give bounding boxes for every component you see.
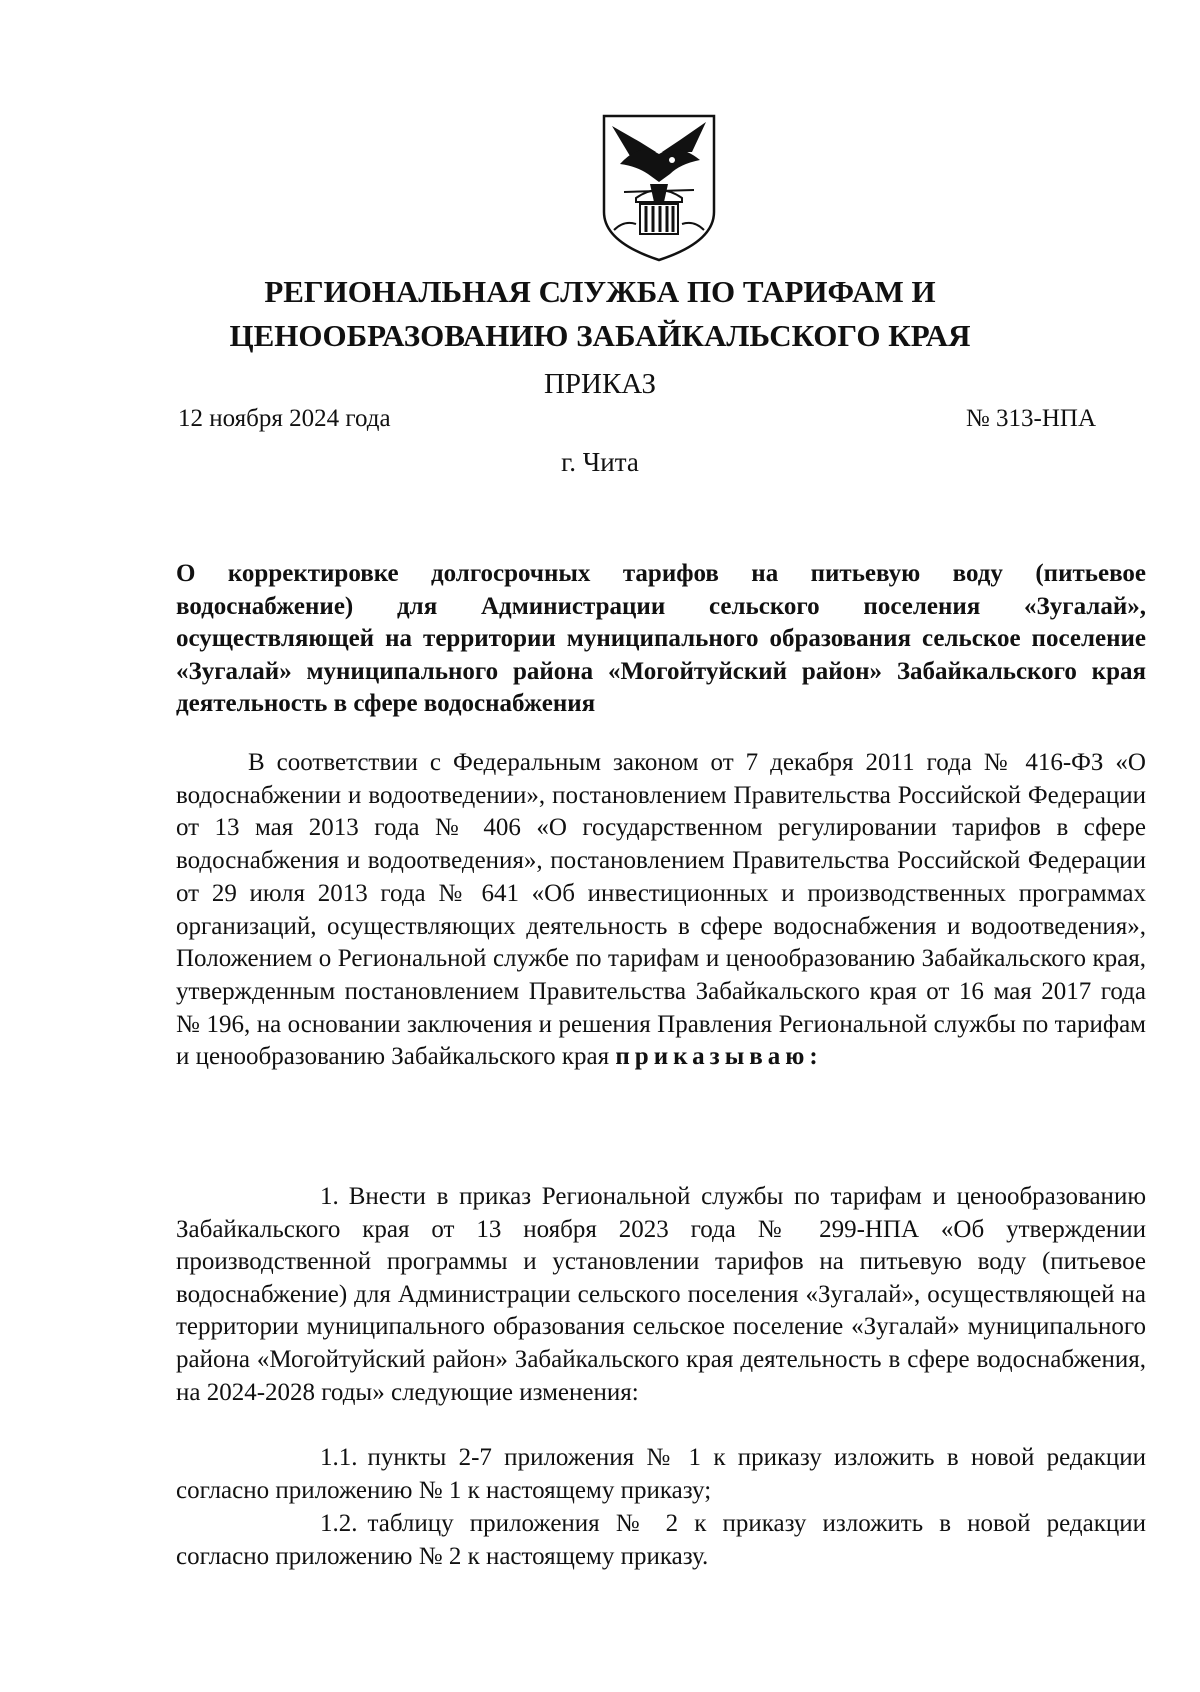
subitem-1-2-text: таблицу приложения № 2 к приказу изложить в новой редакции согласно приложению № 2 к настоящему приказу. [176,1510,1146,1570]
order-subitem-1-1 [176,1442,1146,1507]
organization-name-line-2: ЦЕНООБРАЗОВАНИЮ ЗАБАЙКАЛЬСКОГО КРАЯ [229,318,971,353]
document-number: № 313-НПА [965,405,1096,432]
document-type: ПРИКАЗ [543,368,657,400]
organization-name-line-1: РЕГИОНАЛЬНАЯ СЛУЖБА ПО ТАРИФАМ И [264,274,936,309]
preamble-text: В соответствии с Федеральным законом от 7 декабря 2011 года № 416-ФЗ «О водоснабжении и водоотведении», постановлением Правительства Российской Федерации от 13 мая 2013 года № 406 «О государственном регулировании тарифов в сфере водоснабжения и водоотведения», постановлением Правительства Российской Федерации от 29 июля 2013 года № 641 «Об инвестиционных и производственных программах организаций, осуществляющих деятельность в сфере водоснабжения и водоотведения», Положением о Региональной службе по тарифам и ценообразованию Забайкальского края, утвержденным постановлением Правительства Забайкальского края от 16 мая 2017 года № 196, на основании заключения и решения Правления Региональной службы по тарифам и ценообразованию Забайкальского края [176,749,1146,1071]
item-1-text: Внести в приказ Региональной службы по тарифам и ценообразованию Забайкальского края от 13 ноября 2023 года № 299-НПА «Об утверждении производственной программы и установлении тарифов на питьевую воду (питьевое водоснабжение) для Администрации сельского поселения «Зугалай», осуществляющей на территории муниципального образования сельское поселение «Зугалай» муниципального района «Могойтуйский район» Забайкальского края деятельность в сфере водоснабжения, на 2024-2028 годы» следующие изменения: [176,1183,1146,1406]
subitem-1-2-number: 1.2. [320,1510,358,1537]
document-heading: О корректировке долгосрочных тарифов на питьевую воду (питьевое водоснабжение) для Администрации сельского поселения «Зугалай», осуществляющей на территории муниципального образования сельское поселение «Зугалай» муниципального района «Могойтуйский район» Забайкальского края деятельность в сфере водоснабжения [176,560,1146,717]
coat-of-arms-icon [600,112,718,264]
item-1-number: 1. [320,1183,339,1210]
subitem-1-1-number: 1.1. [320,1444,358,1471]
order-item-1 [176,1181,1146,1409]
order-verb: приказываю: [615,1043,823,1071]
document-city: г. Чита [561,447,639,477]
document-date: 12 ноября 2024 года [178,405,391,432]
organization-name [170,270,1030,358]
preamble-paragraph [176,747,1146,1074]
order-subitem-1-2 [176,1508,1146,1573]
subitem-1-1-text: пункты 2-7 приложения № 1 к приказу изложить в новой редакции согласно приложению № 1 к настоящему приказу; [176,1444,1146,1504]
